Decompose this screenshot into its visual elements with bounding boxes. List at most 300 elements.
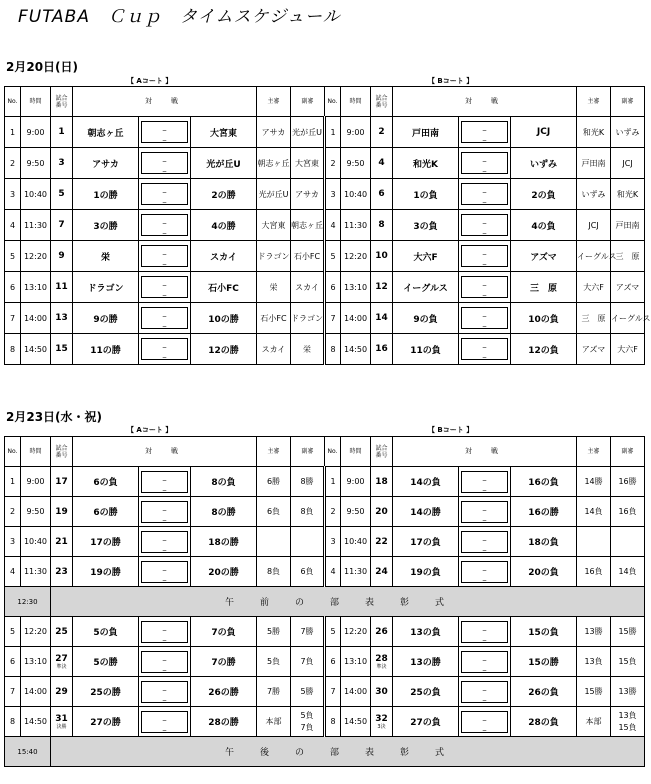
match-time: 9:50	[21, 497, 51, 527]
sub-referee: 16負	[611, 497, 645, 527]
score-dash-top: _	[482, 562, 487, 571]
row-no: 3	[5, 527, 21, 557]
team-away: アズマ	[511, 241, 577, 272]
score-dash-bottom: _	[162, 722, 167, 731]
score-box[interactable]	[141, 276, 188, 298]
score-dash-top: _	[482, 472, 487, 481]
match-time: 14:50	[21, 334, 51, 365]
row-no: 1	[5, 117, 21, 148]
match-number: 19	[55, 506, 68, 517]
match-note: 準決	[376, 663, 387, 670]
match-time: 11:30	[21, 210, 51, 241]
score-box[interactable]	[141, 501, 188, 523]
match-number-cell	[51, 497, 73, 527]
row-no: 5	[5, 617, 21, 647]
sub-referee: アサカ	[291, 179, 325, 210]
sub-referee: 大宮東	[291, 148, 325, 179]
score-dash-bottom: _	[162, 195, 167, 203]
match-number: 16	[375, 344, 388, 354]
header-match-no	[371, 87, 393, 117]
match-row	[5, 467, 645, 497]
score-box[interactable]	[461, 245, 508, 267]
sub-referee: 14負	[611, 557, 645, 587]
score-dash-bottom: _	[162, 226, 167, 234]
main-referee: 三 原	[577, 303, 611, 334]
match-time: 9:00	[341, 467, 371, 497]
team-home: イーグルス	[393, 272, 459, 303]
header-no: No.	[325, 87, 341, 117]
row-no: 7	[5, 677, 21, 707]
match-number: 11	[55, 282, 68, 292]
team-home: 栄	[73, 241, 139, 272]
score-dash-top: _	[482, 502, 487, 511]
score-dash-bottom: _	[482, 195, 487, 203]
main-referee: ドラゴン	[257, 241, 291, 272]
ceremony-time: 12:30	[5, 587, 51, 617]
score-box[interactable]	[461, 276, 508, 298]
sub-referee: 栄	[291, 334, 325, 365]
row-no: 2	[5, 148, 21, 179]
team-away: 4の負	[511, 210, 577, 241]
match-number: 29	[55, 686, 68, 697]
match-number-cell	[371, 617, 393, 647]
team-away: 2の負	[511, 179, 577, 210]
header-main-ref: 主審	[577, 437, 611, 467]
team-away: 16の勝	[511, 497, 577, 527]
team-away: 4の勝	[191, 210, 257, 241]
sub-referee: 15負	[611, 647, 645, 677]
match-number: 24	[375, 566, 388, 577]
team-away: 26の負	[511, 677, 577, 707]
row-no: 6	[5, 272, 21, 303]
score-cell	[139, 241, 191, 272]
match-number-cell	[371, 179, 393, 210]
team-home: 9の負	[393, 303, 459, 334]
score-cell	[139, 467, 191, 497]
main-referee: スカイ	[257, 334, 291, 365]
day1-court-a-label: 【 Aコート 】	[127, 77, 173, 85]
score-box[interactable]	[461, 338, 508, 360]
score-dash-top: _	[162, 247, 167, 255]
match-number: 28	[375, 653, 388, 664]
team-away: 8の負	[191, 467, 257, 497]
score-box[interactable]	[461, 471, 508, 493]
score-box[interactable]	[141, 651, 188, 673]
score-dash-top: _	[162, 340, 167, 348]
header-row	[5, 87, 645, 117]
team-home: 1の勝	[73, 179, 139, 210]
score-dash-top: _	[482, 682, 487, 691]
score-cell	[459, 210, 511, 241]
match-row	[5, 497, 645, 527]
row-no: 4	[5, 557, 21, 587]
match-number: 4	[378, 158, 385, 168]
match-number: 18	[375, 476, 388, 487]
score-box[interactable]	[141, 338, 188, 360]
score-dash-top: _	[482, 712, 487, 721]
header-vs: 対 戦	[393, 87, 577, 117]
score-dash-top: _	[482, 652, 487, 661]
match-number-cell	[371, 647, 393, 677]
score-dash-bottom: _	[162, 288, 167, 296]
match-number: 20	[375, 506, 388, 517]
score-cell	[459, 497, 511, 527]
score-box[interactable]	[141, 307, 188, 329]
team-home: 14の勝	[393, 497, 459, 527]
main-referee: 5勝	[257, 617, 291, 647]
main-referee	[257, 527, 291, 557]
score-box[interactable]	[141, 561, 188, 583]
score-dash-bottom: _	[482, 319, 487, 327]
score-box[interactable]	[141, 471, 188, 493]
team-away: 大宮東	[191, 117, 257, 148]
main-referee: 戸田南	[577, 148, 611, 179]
team-home: 1の負	[393, 179, 459, 210]
score-box[interactable]	[141, 183, 188, 205]
match-number-cell	[51, 527, 73, 557]
match-number-cell	[371, 272, 393, 303]
score-cell	[459, 148, 511, 179]
score-dash-top: _	[162, 185, 167, 193]
team-home: 13の負	[393, 617, 459, 647]
header-vs: 対 戦	[393, 437, 577, 467]
score-box[interactable]	[461, 561, 508, 583]
score-dash-bottom: _	[162, 542, 167, 551]
main-referee: 栄	[257, 272, 291, 303]
row-no: 5	[5, 241, 21, 272]
score-box[interactable]	[141, 245, 188, 267]
header-match-no	[51, 87, 73, 117]
team-home: アサカ	[73, 148, 139, 179]
score-dash-top: _	[162, 532, 167, 541]
team-home: 11の勝	[73, 334, 139, 365]
match-row	[5, 210, 645, 241]
score-box[interactable]	[461, 307, 508, 329]
score-box[interactable]	[461, 531, 508, 553]
main-referee: 13負	[577, 647, 611, 677]
match-time: 12:20	[21, 241, 51, 272]
match-number-cell	[371, 303, 393, 334]
match-number-cell	[51, 467, 73, 497]
main-referee: 15勝	[577, 677, 611, 707]
match-number: 3	[58, 158, 65, 168]
sub-referee: 光が丘U	[291, 117, 325, 148]
day1-court-b-label: 【 Bコート 】	[428, 77, 474, 85]
match-time: 13:10	[21, 272, 51, 303]
row-no: 2	[5, 497, 21, 527]
team-home: 和光K	[393, 148, 459, 179]
score-box[interactable]	[141, 681, 188, 703]
score-dash-bottom: _	[482, 226, 487, 234]
team-home: 朝志ヶ丘	[73, 117, 139, 148]
match-note: 準決	[56, 663, 67, 670]
score-box[interactable]	[461, 152, 508, 174]
team-home: 戸田南	[393, 117, 459, 148]
match-number: 8	[378, 220, 385, 230]
score-cell	[459, 272, 511, 303]
team-away: いずみ	[511, 148, 577, 179]
match-number: 14	[375, 313, 388, 323]
score-box[interactable]	[141, 621, 188, 643]
match-time: 14:00	[341, 303, 371, 334]
score-box[interactable]	[461, 621, 508, 643]
score-dash-bottom: _	[482, 542, 487, 551]
main-referee: アズマ	[577, 334, 611, 365]
score-dash-bottom: _	[162, 632, 167, 641]
score-dash-bottom: _	[482, 512, 487, 521]
score-box[interactable]	[461, 214, 508, 236]
score-cell	[459, 179, 511, 210]
score-dash-top: _	[482, 216, 487, 224]
team-away: 26の勝	[191, 677, 257, 707]
sub-referee	[291, 527, 325, 557]
row-no: 4	[325, 210, 341, 241]
score-box[interactable]	[141, 152, 188, 174]
header-match-no	[51, 437, 73, 467]
team-away: 12の勝	[191, 334, 257, 365]
header-match-no-line1: 試合	[375, 444, 388, 452]
team-home: 27の勝	[73, 707, 139, 737]
header-sub-ref: 副審	[611, 437, 645, 467]
sub-referee: 6負	[291, 557, 325, 587]
main-referee: アサカ	[257, 117, 291, 148]
match-number: 25	[55, 626, 68, 637]
match-number: 10	[375, 251, 388, 261]
score-cell	[139, 497, 191, 527]
score-dash-bottom: _	[482, 572, 487, 581]
match-number-cell	[51, 148, 73, 179]
header-main-ref: 主審	[257, 87, 291, 117]
main-referee: 5負	[257, 647, 291, 677]
main-referee: 7勝	[257, 677, 291, 707]
score-dash-top: _	[162, 712, 167, 721]
team-away: 20の負	[511, 557, 577, 587]
match-number: 13	[55, 313, 68, 323]
main-referee: いずみ	[577, 179, 611, 210]
team-away: 15の勝	[511, 647, 577, 677]
header-main-ref: 主審	[577, 87, 611, 117]
match-number-cell	[51, 303, 73, 334]
score-box[interactable]	[461, 121, 508, 143]
sub-referee: アズマ	[611, 272, 645, 303]
match-time: 13:10	[341, 647, 371, 677]
match-number-cell	[371, 210, 393, 241]
match-number-cell	[51, 334, 73, 365]
score-box[interactable]	[141, 214, 188, 236]
score-dash-bottom: _	[482, 164, 487, 172]
main-referee: 8負	[257, 557, 291, 587]
score-cell	[459, 241, 511, 272]
row-no: 7	[325, 677, 341, 707]
main-referee: 朝志ヶ丘	[257, 148, 291, 179]
sub-referee: 8勝	[291, 467, 325, 497]
header-time: 時間	[21, 437, 51, 467]
main-referee: 和光K	[577, 117, 611, 148]
score-box[interactable]	[141, 121, 188, 143]
day2-court-a-label: 【 Aコート 】	[127, 426, 173, 434]
score-dash-top: _	[482, 123, 487, 131]
team-home: 5の負	[73, 617, 139, 647]
header-match-no	[371, 437, 393, 467]
match-number-cell	[371, 497, 393, 527]
match-number-cell	[51, 557, 73, 587]
row-no: 6	[325, 647, 341, 677]
score-dash-top: _	[162, 622, 167, 631]
team-away: 2の勝	[191, 179, 257, 210]
header-match-no-line2: 番号	[55, 451, 68, 459]
match-number-cell	[371, 527, 393, 557]
score-box[interactable]	[141, 531, 188, 553]
match-time: 13:10	[21, 647, 51, 677]
score-cell	[139, 557, 191, 587]
match-number-cell	[51, 707, 73, 737]
match-time: 14:50	[21, 707, 51, 737]
match-number: 22	[375, 536, 388, 547]
match-time: 9:50	[341, 148, 371, 179]
score-cell	[459, 334, 511, 365]
team-home: 3の負	[393, 210, 459, 241]
match-row	[5, 334, 645, 365]
row-no: 1	[325, 467, 341, 497]
match-number-cell	[371, 334, 393, 365]
row-no: 7	[325, 303, 341, 334]
team-away: 28の負	[511, 707, 577, 737]
score-dash-top: _	[482, 622, 487, 631]
score-cell	[459, 617, 511, 647]
team-home: ドラゴン	[73, 272, 139, 303]
match-number: 26	[375, 626, 388, 637]
match-note: 3決	[377, 723, 386, 730]
sub-referee-line2: 7負	[300, 722, 314, 732]
header-no: No.	[325, 437, 341, 467]
match-row	[5, 557, 645, 587]
sub-referee: 石小FC	[291, 241, 325, 272]
header-vs: 対 戦	[73, 87, 257, 117]
match-time: 10:40	[341, 527, 371, 557]
score-cell	[139, 179, 191, 210]
match-time: 11:30	[21, 557, 51, 587]
match-number: 6	[378, 189, 385, 199]
score-box[interactable]	[461, 501, 508, 523]
ceremony-label: 午後の部表彰式	[51, 737, 645, 767]
team-home: 大六F	[393, 241, 459, 272]
match-time: 10:40	[21, 527, 51, 557]
sub-referee	[611, 527, 645, 557]
score-dash-bottom: _	[482, 632, 487, 641]
row-no: 3	[5, 179, 21, 210]
team-away: スカイ	[191, 241, 257, 272]
score-cell	[139, 148, 191, 179]
team-home: 14の負	[393, 467, 459, 497]
sub-referee	[611, 707, 645, 737]
team-home: 25の勝	[73, 677, 139, 707]
header-match-no-line2: 番号	[375, 101, 388, 109]
header-match-no-line1: 試合	[375, 94, 388, 102]
match-row	[5, 677, 645, 707]
match-time: 9:00	[21, 467, 51, 497]
main-referee: 13勝	[577, 617, 611, 647]
score-dash-top: _	[482, 247, 487, 255]
ceremony-label: 午前の部表彰式	[51, 587, 645, 617]
score-cell	[139, 303, 191, 334]
score-cell	[459, 647, 511, 677]
match-time: 12:20	[21, 617, 51, 647]
sub-referee	[291, 707, 325, 737]
sub-referee: 朝志ヶ丘	[291, 210, 325, 241]
score-dash-bottom: _	[482, 692, 487, 701]
score-dash-top: _	[162, 154, 167, 162]
match-number: 9	[58, 251, 65, 261]
score-dash-bottom: _	[162, 319, 167, 327]
sub-referee: 13勝	[611, 677, 645, 707]
header-match-no-line2: 番号	[375, 451, 388, 459]
row-no: 1	[325, 117, 341, 148]
score-box[interactable]	[461, 711, 508, 733]
row-no: 1	[5, 467, 21, 497]
score-dash-top: _	[162, 216, 167, 224]
score-cell	[139, 527, 191, 557]
match-time: 11:30	[341, 210, 371, 241]
day1-date: 2月20日(日)	[6, 60, 79, 74]
match-number: 1	[58, 127, 65, 137]
score-dash-bottom: _	[162, 662, 167, 671]
row-no: 5	[325, 617, 341, 647]
match-time: 12:20	[341, 241, 371, 272]
team-away: 光が丘U	[191, 148, 257, 179]
sub-referee: いずみ	[611, 117, 645, 148]
header-time: 時間	[21, 87, 51, 117]
score-dash-top: _	[162, 652, 167, 661]
row-no: 6	[325, 272, 341, 303]
day1-schedule-table	[4, 86, 651, 365]
score-box[interactable]	[141, 711, 188, 733]
match-time: 9:50	[21, 148, 51, 179]
match-time: 14:50	[341, 707, 371, 737]
row-no: 2	[325, 497, 341, 527]
sub-referee: ドラゴン	[291, 303, 325, 334]
match-time: 14:00	[21, 303, 51, 334]
main-referee: 6負	[257, 497, 291, 527]
match-number: 21	[55, 536, 68, 547]
score-dash-top: _	[482, 309, 487, 317]
score-dash-top: _	[162, 682, 167, 691]
header-match-no-line2: 番号	[55, 101, 68, 109]
score-box[interactable]	[461, 651, 508, 673]
match-time: 9:00	[341, 117, 371, 148]
main-referee: 16負	[577, 557, 611, 587]
match-number-cell	[51, 117, 73, 148]
match-number-cell	[371, 241, 393, 272]
score-cell	[459, 303, 511, 334]
score-dash-bottom: _	[162, 572, 167, 581]
main-referee: 大宮東	[257, 210, 291, 241]
score-dash-bottom: _	[162, 692, 167, 701]
match-number-cell	[371, 677, 393, 707]
team-home: 19の負	[393, 557, 459, 587]
score-dash-bottom: _	[162, 257, 167, 265]
match-row	[5, 617, 645, 647]
match-number-cell	[51, 241, 73, 272]
score-cell	[139, 647, 191, 677]
team-away: 石小FC	[191, 272, 257, 303]
score-box[interactable]	[461, 681, 508, 703]
match-number-cell	[51, 179, 73, 210]
main-referee: 本部	[257, 707, 291, 737]
match-number: 31	[55, 713, 68, 724]
score-box[interactable]	[461, 183, 508, 205]
score-dash-bottom: _	[162, 482, 167, 491]
sub-referee-line2: 15負	[618, 722, 637, 732]
